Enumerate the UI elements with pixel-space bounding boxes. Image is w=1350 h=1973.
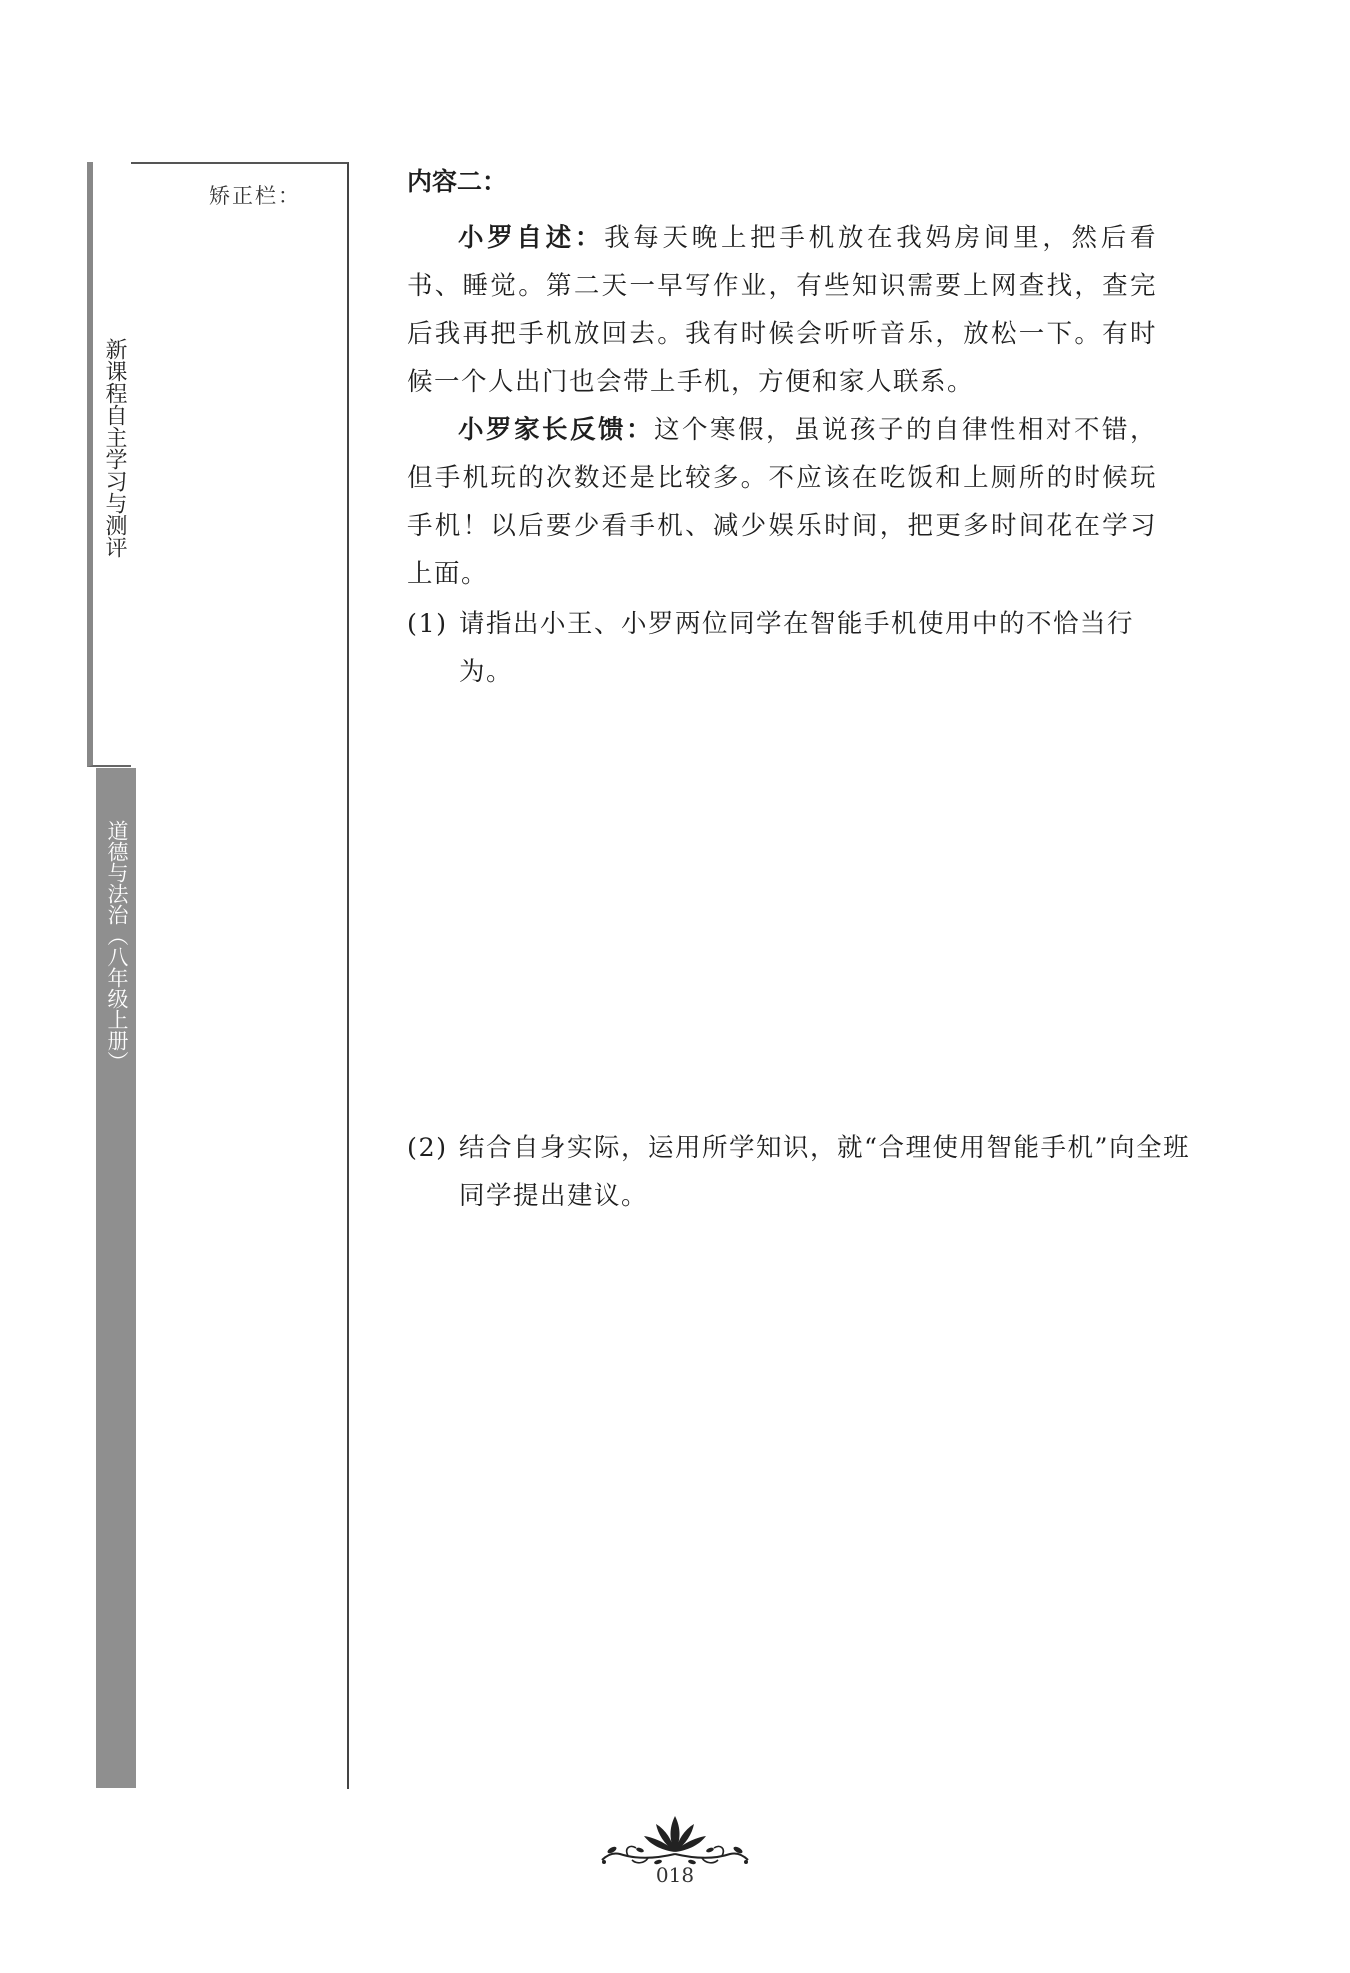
page-number: 018 (655, 1863, 695, 1887)
paragraph-lead: 小罗家长反馈： (458, 415, 654, 445)
question-text: 请指出小王、小罗两位同学在智能手机使用中的不恰当行为。 (459, 609, 1135, 687)
paragraph-text: 这个寒假，虽说孩子的自律性相对不错，但手机玩的次数还是比较多。不应该在吃饭和上厕所的时候玩手机！以后要少看手机、减少娱乐时间，把更多时间花在学习上面。 (407, 415, 1157, 589)
paragraph-self-statement (407, 214, 1157, 406)
question-number: (2) (407, 1133, 448, 1163)
series-title: 新课程自主学习与测评 (102, 338, 127, 558)
subject-title: 道德与法治（八年级上册） (105, 820, 129, 1072)
paragraph-lead: 小罗自述： (458, 223, 605, 253)
question-2 (407, 1124, 1209, 1220)
main-content (407, 158, 1157, 696)
section-title: 内容二： (407, 167, 508, 196)
correction-label: 矫正栏： (209, 184, 301, 208)
paragraph-parent-feedback (407, 406, 1157, 598)
question-number: (1) (407, 609, 448, 639)
paragraph-text: 我每天晚上把手机放在我妈房间里，然后看书、睡觉。第二天一早写作业，有些知识需要上网查找，查完后我再把手机放回去。我有时候会听听音乐，放松一下。有时候一个人出门也会带上手机，方便和家人联系。 (407, 223, 1157, 397)
floral-ornament-icon (598, 1812, 752, 1868)
question-1 (407, 600, 1157, 696)
question-text: 结合自身实际，运用所学知识，就“合理使用智能手机”向全班同学提出建议。 (459, 1133, 1191, 1211)
